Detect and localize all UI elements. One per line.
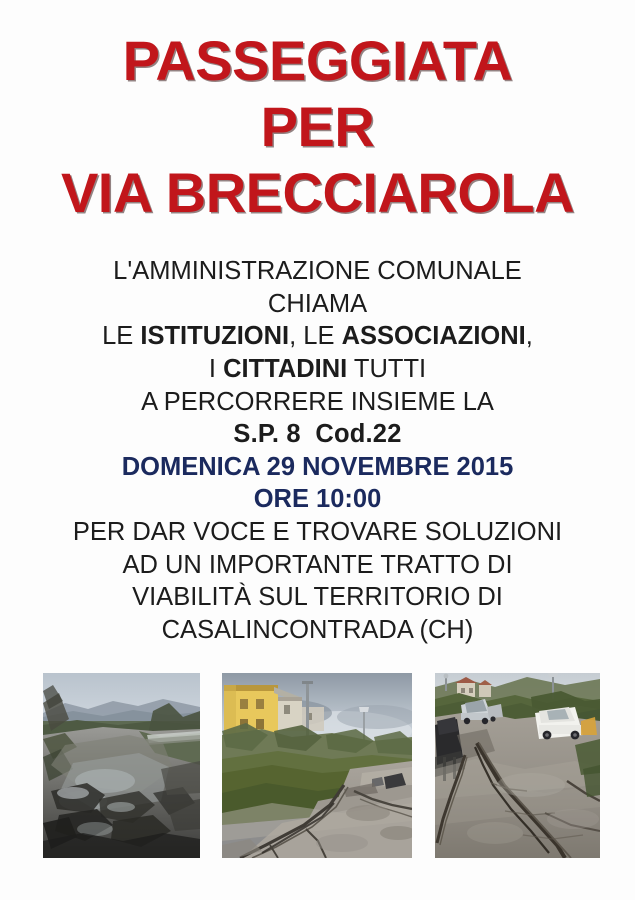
road-reference: S.P. 8 Cod.22 [233, 420, 402, 449]
event-time: ORE 10:00 [253, 485, 382, 514]
body-line-5: A PERCORRERE INSIEME LA [141, 387, 494, 416]
event-date: DOMENICA 29 NOVEMBRE 2015 [121, 452, 514, 481]
body-line-12: CASALINCONTRADA (CH) [161, 615, 474, 644]
body-line-1: L'AMMINISTRAZIONE COMUNALE [113, 257, 522, 285]
photo-road-fissure-cars [435, 673, 600, 858]
photo-cracked-road-village-image [222, 673, 412, 858]
body-line-11: VIABILITÀ SUL TERRITORIO DI [132, 583, 503, 612]
body-line-10: AD UN IMPORTANTE TRATTO DI [122, 550, 513, 579]
photo-damaged-wet-road-image [43, 673, 200, 858]
body-line-3-part-c: , LE [289, 322, 342, 351]
title-line-2: PER [260, 95, 375, 159]
body-line-2: CHIAMA [267, 289, 368, 318]
poster-title [0, 29, 635, 225]
title-line-3: VIA BRECCIAROLA [60, 161, 575, 225]
body-line-4 [0, 353, 635, 386]
body-line-4-cittadini: CITTADINI [223, 354, 348, 383]
body-line-3-part-a: LE [102, 322, 141, 351]
title-line-1: PASSEGGIATA [122, 29, 513, 92]
body-line-9: PER DAR VOCE E TROVARE SOLUZIONI [72, 518, 563, 546]
photo-road-fissure-cars-image [435, 673, 600, 858]
body-line-4-part-c: TUTTI [347, 354, 427, 383]
photo-cracked-road-village [222, 673, 412, 858]
photo-damaged-wet-road [43, 673, 200, 858]
body-line-4-part-a: I [208, 354, 224, 383]
poster-body [0, 255, 635, 647]
body-line-3-associazioni: ASSOCIAZIONI [341, 322, 526, 351]
body-line-3 [0, 320, 635, 353]
body-line-3-istituzioni: ISTITUZIONI [140, 322, 290, 351]
body-line-3-part-e: , [525, 322, 533, 351]
